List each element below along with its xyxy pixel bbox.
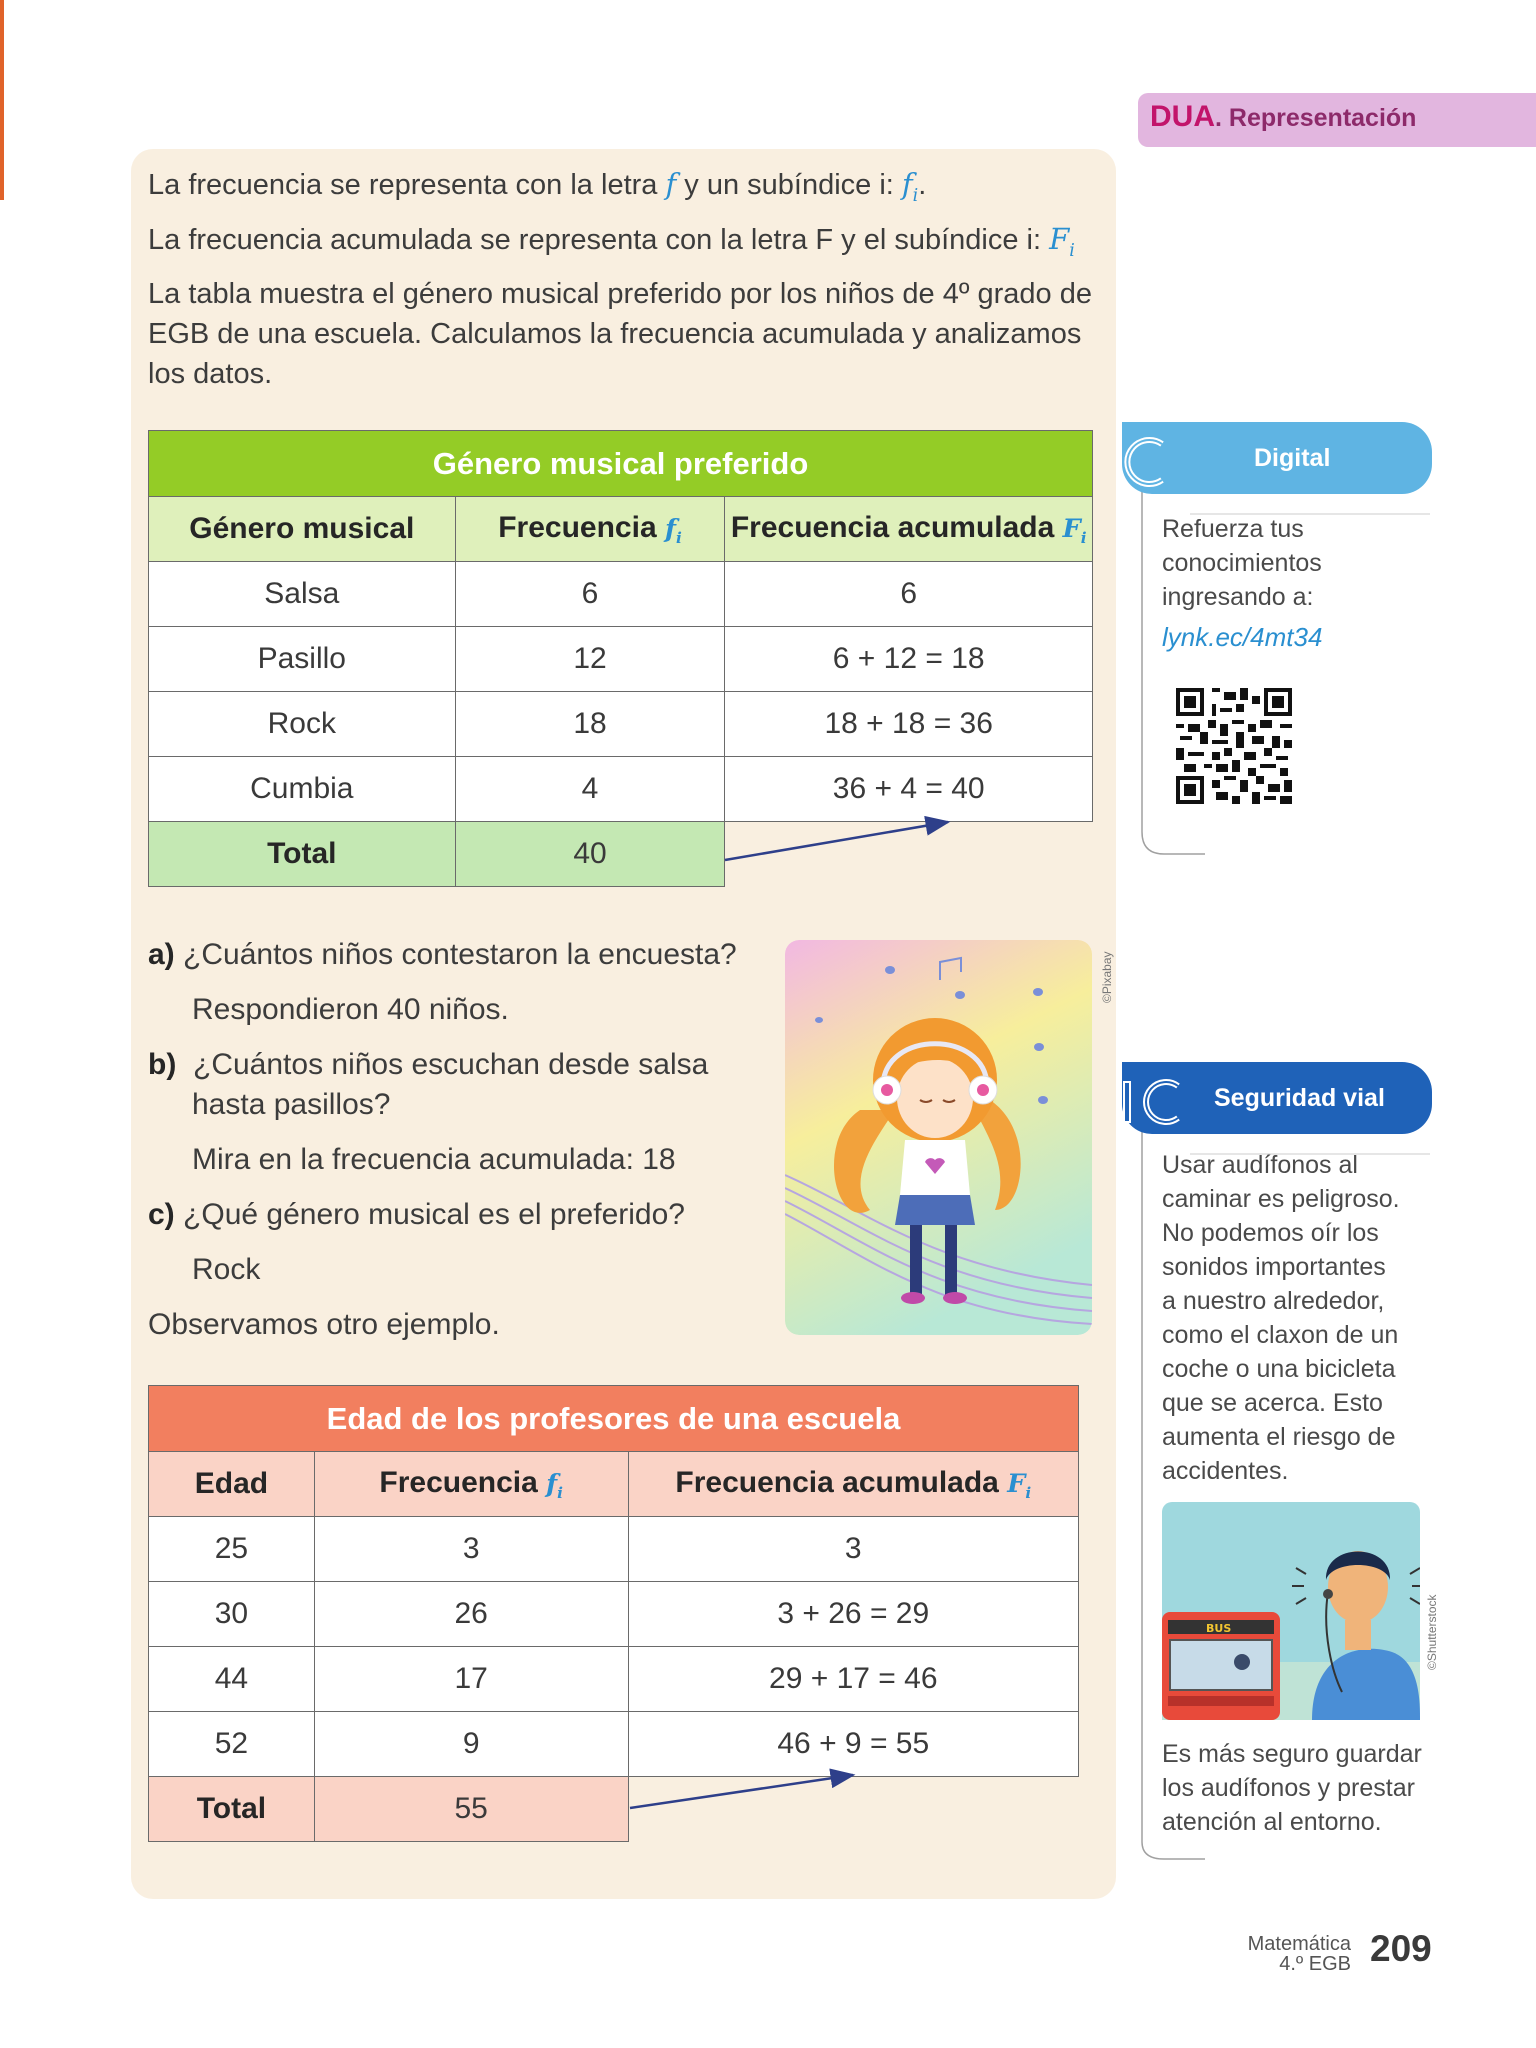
credit-pixabay: ©Pixabay — [1100, 951, 1114, 1003]
table1-cell: 18 — [455, 692, 725, 757]
answer-c: Rock — [192, 1253, 261, 1286]
svg-text:BUS: BUS — [1206, 1622, 1232, 1635]
table2-header-row — [149, 1452, 1079, 1517]
answer-b: Mira en la frecuencia acumulada: 18 — [192, 1143, 676, 1176]
seguridad-ic-icon — [1120, 1072, 1190, 1142]
table1-header-cum: Frecuencia acumulada $F_i$ — [725, 497, 1093, 562]
table2-total-label: Total — [149, 1777, 315, 1842]
table2-cell: 25 — [149, 1517, 315, 1582]
answer-a: Respondieron 40 niños. — [192, 993, 509, 1026]
table2-cell: 44 — [149, 1647, 315, 1712]
table1-cell: 6 — [455, 562, 725, 627]
table2-cell: 3 + 26 = 29 — [628, 1582, 1078, 1647]
table-row — [149, 562, 1093, 627]
digital-text: Refuerza tus conocimientos ingresando a: — [1162, 515, 1322, 611]
dua-label: DUA. Representación — [1150, 100, 1417, 133]
table1-cell: Cumbia — [149, 757, 456, 822]
table-row — [149, 692, 1093, 757]
table2-arrow — [625, 1768, 865, 1828]
table2-cell: 9 — [314, 1712, 628, 1777]
table2-cell: 3 — [628, 1517, 1078, 1582]
table1-cell: Pasillo — [149, 627, 456, 692]
seguridad-label: Seguridad vial — [1214, 1084, 1385, 1112]
table1-cell: 6 + 12 = 18 — [725, 627, 1093, 692]
table2-cell: 29 + 17 = 46 — [628, 1647, 1078, 1712]
question-b-line2: hasta pasillos? — [192, 1088, 391, 1121]
table1-cell: 4 — [455, 757, 725, 822]
table1-total-label: Total — [149, 822, 456, 887]
table2-cell: 52 — [149, 1712, 315, 1777]
table2-cell: 46 + 9 = 55 — [628, 1712, 1078, 1777]
intro-line-2: La frecuencia acumulada se representa con la letra F y el subíndice i: $F_i$ — [148, 222, 1075, 261]
seguridad-after-text: Es más seguro guardar los audífonos y prestar atención al entorno. — [1162, 1740, 1422, 1836]
girl-music-illustration — [785, 940, 1092, 1335]
table2-cell: 30 — [149, 1582, 315, 1647]
table2-cell: 3 — [314, 1517, 628, 1582]
table1-header-row — [149, 497, 1093, 562]
footer-subject: Matemática 4.º EGB — [1247, 1933, 1351, 1975]
table1-arrow — [720, 815, 960, 895]
page-edge-accent — [0, 0, 4, 200]
table-row — [149, 1582, 1079, 1647]
question-b: b) ¿Cuántos niños escuchan desde salsa — [148, 1048, 709, 1081]
intro-line-1: La frecuencia se representa con la letra f y un subíndice i: $f_i$. — [148, 167, 927, 206]
table2-cell: 17 — [314, 1647, 628, 1712]
credit-shutterstock: ©Shutterstock — [1425, 1594, 1439, 1670]
table1-cell: Salsa — [149, 562, 456, 627]
table2-total-row — [149, 1777, 1079, 1842]
table2-total-value: 55 — [314, 1777, 628, 1842]
table-row — [149, 1517, 1079, 1582]
bus-headphones-illustration — [1162, 1502, 1420, 1720]
table2-header-freq: Frecuencia $f_i$ — [314, 1452, 628, 1517]
table-row — [149, 1712, 1079, 1777]
table1-cell: 6 — [725, 562, 1093, 627]
table1-total-value: 40 — [455, 822, 725, 887]
table2-header-age: Edad — [149, 1452, 315, 1517]
another-example-text: Observamos otro ejemplo. — [148, 1308, 500, 1341]
question-c: c) ¿Qué género musical es el preferido? — [148, 1198, 685, 1231]
digital-c-icon — [1122, 432, 1172, 502]
table2-title: Edad de los profesores de una escuela — [149, 1386, 1079, 1452]
table2-header-cum: Frecuencia acumulada $F_i$ — [628, 1452, 1078, 1517]
table1-cell: 12 — [455, 627, 725, 692]
page-number: 209 — [1370, 1928, 1432, 1969]
table-row — [149, 627, 1093, 692]
table-teacher-ages — [148, 1385, 1079, 1842]
table1-cell: 36 + 4 = 40 — [725, 757, 1093, 822]
seguridad-text: Usar audífonos al caminar es peligroso. No podemos oír los sonidos importantes a nuestro alrededor, como el claxon de un coche o una bicicleta que se acerca. Esto aumenta el riesgo de accidentes. — [1162, 1151, 1400, 1485]
table1-cell: 18 + 18 = 36 — [725, 692, 1093, 757]
question-a: a) ¿Cuántos niños contestaron la encuesta? — [148, 938, 737, 971]
table1-header-genre: Género musical — [149, 497, 456, 562]
table1-header-freq: Frecuencia $f_i$ — [455, 497, 725, 562]
digital-link[interactable]: lynk.ec/4mt34 — [1162, 622, 1323, 652]
table1-cell: Rock — [149, 692, 456, 757]
qr-code-icon[interactable] — [1176, 688, 1292, 804]
table1-title: Género musical preferido — [149, 431, 1093, 497]
table2-cell: 26 — [314, 1582, 628, 1647]
table-row — [149, 757, 1093, 822]
intro-paragraph: La tabla muestra el género musical preferido por los niños de 4º grado de EGB de una escuela. Calculamos la frecuencia acumulada y analizamos los datos. — [148, 278, 1092, 390]
digital-label: Digital — [1254, 444, 1331, 472]
table-row — [149, 1647, 1079, 1712]
